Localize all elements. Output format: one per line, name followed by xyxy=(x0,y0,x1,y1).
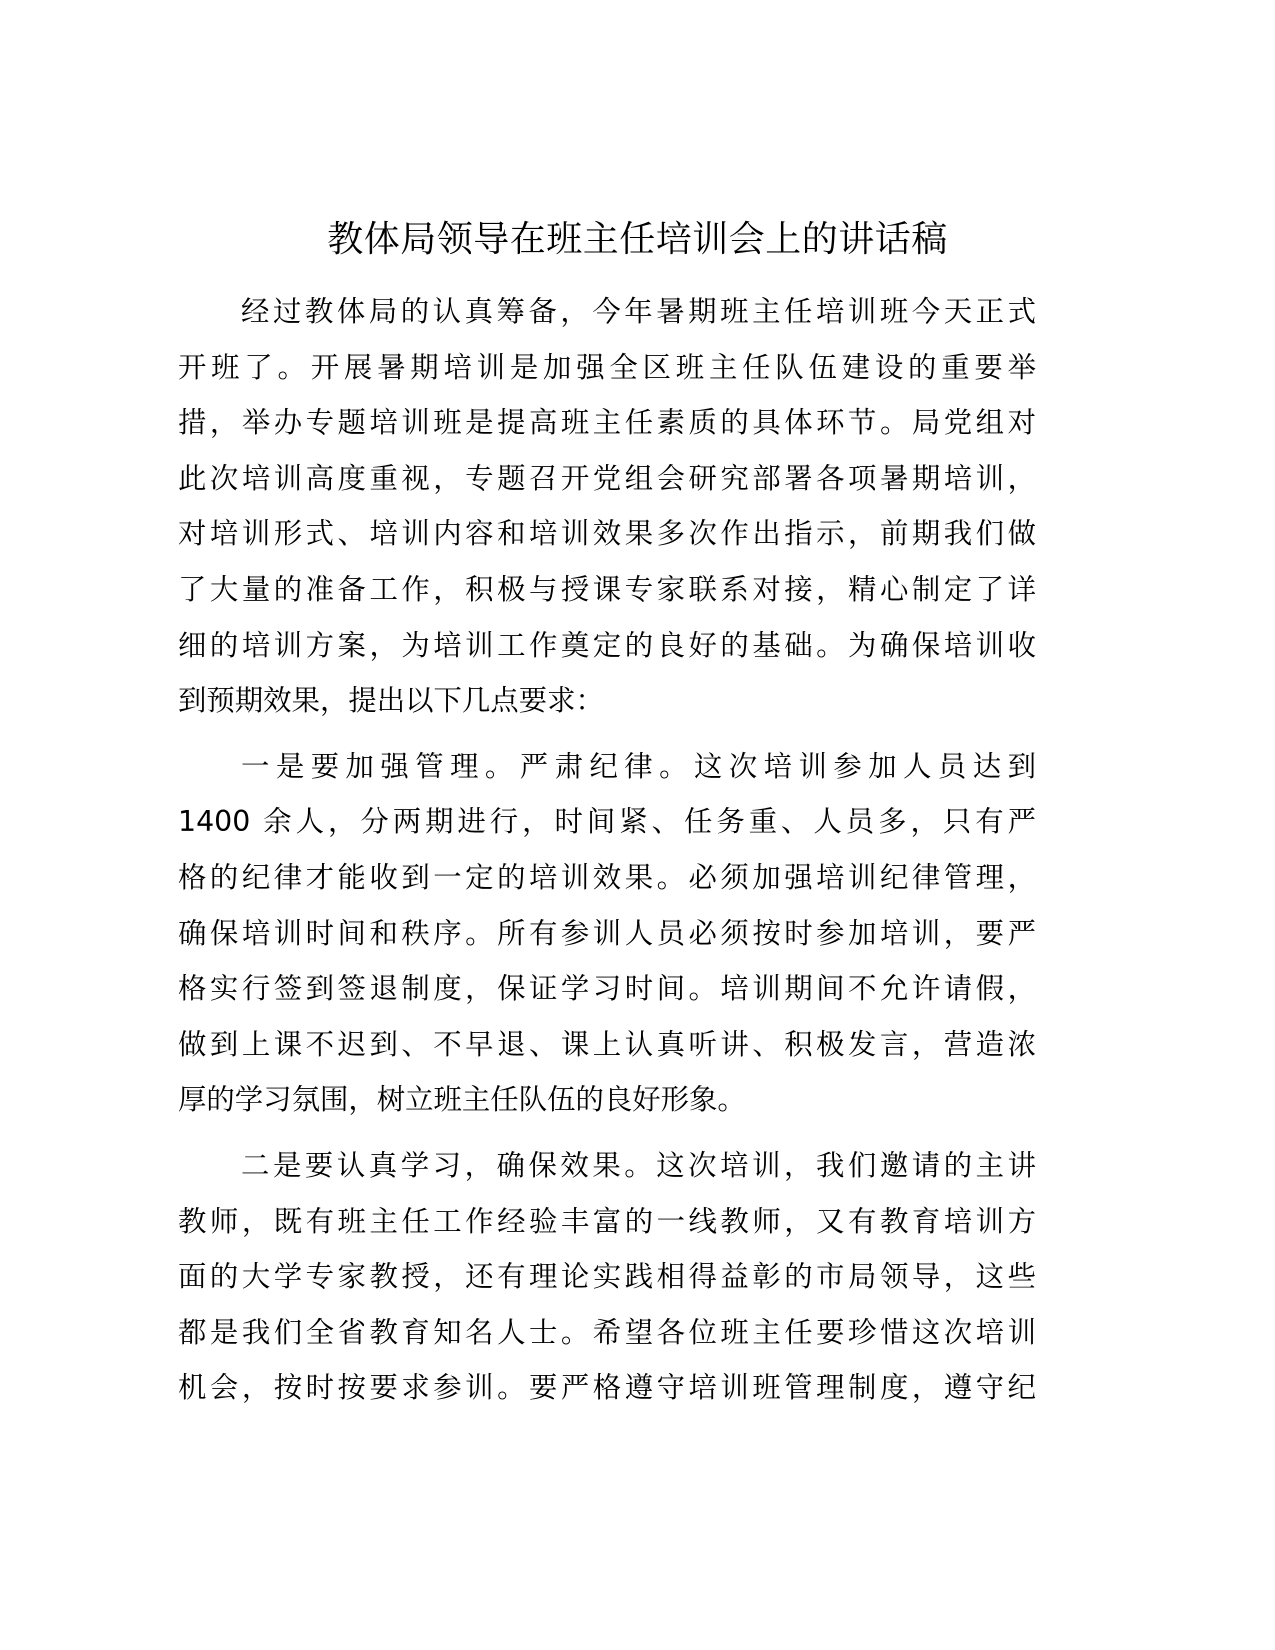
text-line: 对培训形式、培训内容和培训效果多次作出指示，前期我们做 xyxy=(178,517,1036,551)
text-line: 二是要认真学习，确保效果。这次培训，我们邀请的主讲 xyxy=(241,1148,1036,1182)
paragraph-point-two xyxy=(178,1138,1038,1416)
text-line: 了大量的准备工作，积极与授课专家联系对接，精心制定了详 xyxy=(178,572,1036,606)
text-line: 做到上课不迟到、不早退、课上认真听讲、积极发言，营造浓 xyxy=(178,1027,1036,1061)
text-line: 确保培训时间和秩序。所有参训人员必须按时参加培训，要严 xyxy=(178,916,1036,950)
text-line: 措，举办专题培训班是提高班主任素质的具体环节。局党组对 xyxy=(178,406,1036,440)
text-line: 开班了。开展暑期培训是加强全区班主任队伍建设的重要举 xyxy=(178,350,1036,384)
text-line: 教师，既有班主任工作经验丰富的一线教师，又有教育培训方 xyxy=(178,1204,1036,1238)
text-line: 面的大学专家教授，还有理论实践相得益彰的市局领导，这些 xyxy=(178,1260,1036,1294)
text-line: 机会，按时按要求参训。要严格遵守培训班管理制度，遵守纪 xyxy=(178,1371,1036,1405)
text-line: 经过教体局的认真筹备，今年暑期班主任培训班今天正式 xyxy=(241,295,1036,328)
text-line: 到预期效果，提出以下几点要求： xyxy=(178,684,604,718)
text-line: 都是我们全省教育知名人士。希望各位班主任要珍惜这次培训 xyxy=(178,1315,1036,1349)
text-line: 细的培训方案，为培训工作奠定的良好的基础。为确保培训收 xyxy=(178,628,1036,662)
document-title: 教体局领导在班主任培训会上的讲话稿 xyxy=(327,219,948,260)
text-line: 1400 余人，分两期进行，时间紧、任务重、人员多，只有严 xyxy=(178,805,1036,839)
paragraph-point-one xyxy=(178,739,1038,1128)
text-line: 一是要加强管理。严肃纪律。这次培训参加人员达到 xyxy=(241,749,1036,783)
paragraph-intro xyxy=(178,284,1038,729)
text-line: 格的纪律才能收到一定的培训效果。必须加强培训纪律管理， xyxy=(178,860,1036,894)
text-line: 格实行签到签退制度，保证学习时间。培训期间不允许请假， xyxy=(178,972,1036,1006)
document-body xyxy=(178,284,1038,1426)
text-line: 此次培训高度重视，专题召开党组会研究部署各项暑期培训， xyxy=(178,461,1036,495)
text-line: 厚的学习氛围，树立班主任队伍的良好形象。 xyxy=(178,1083,746,1117)
